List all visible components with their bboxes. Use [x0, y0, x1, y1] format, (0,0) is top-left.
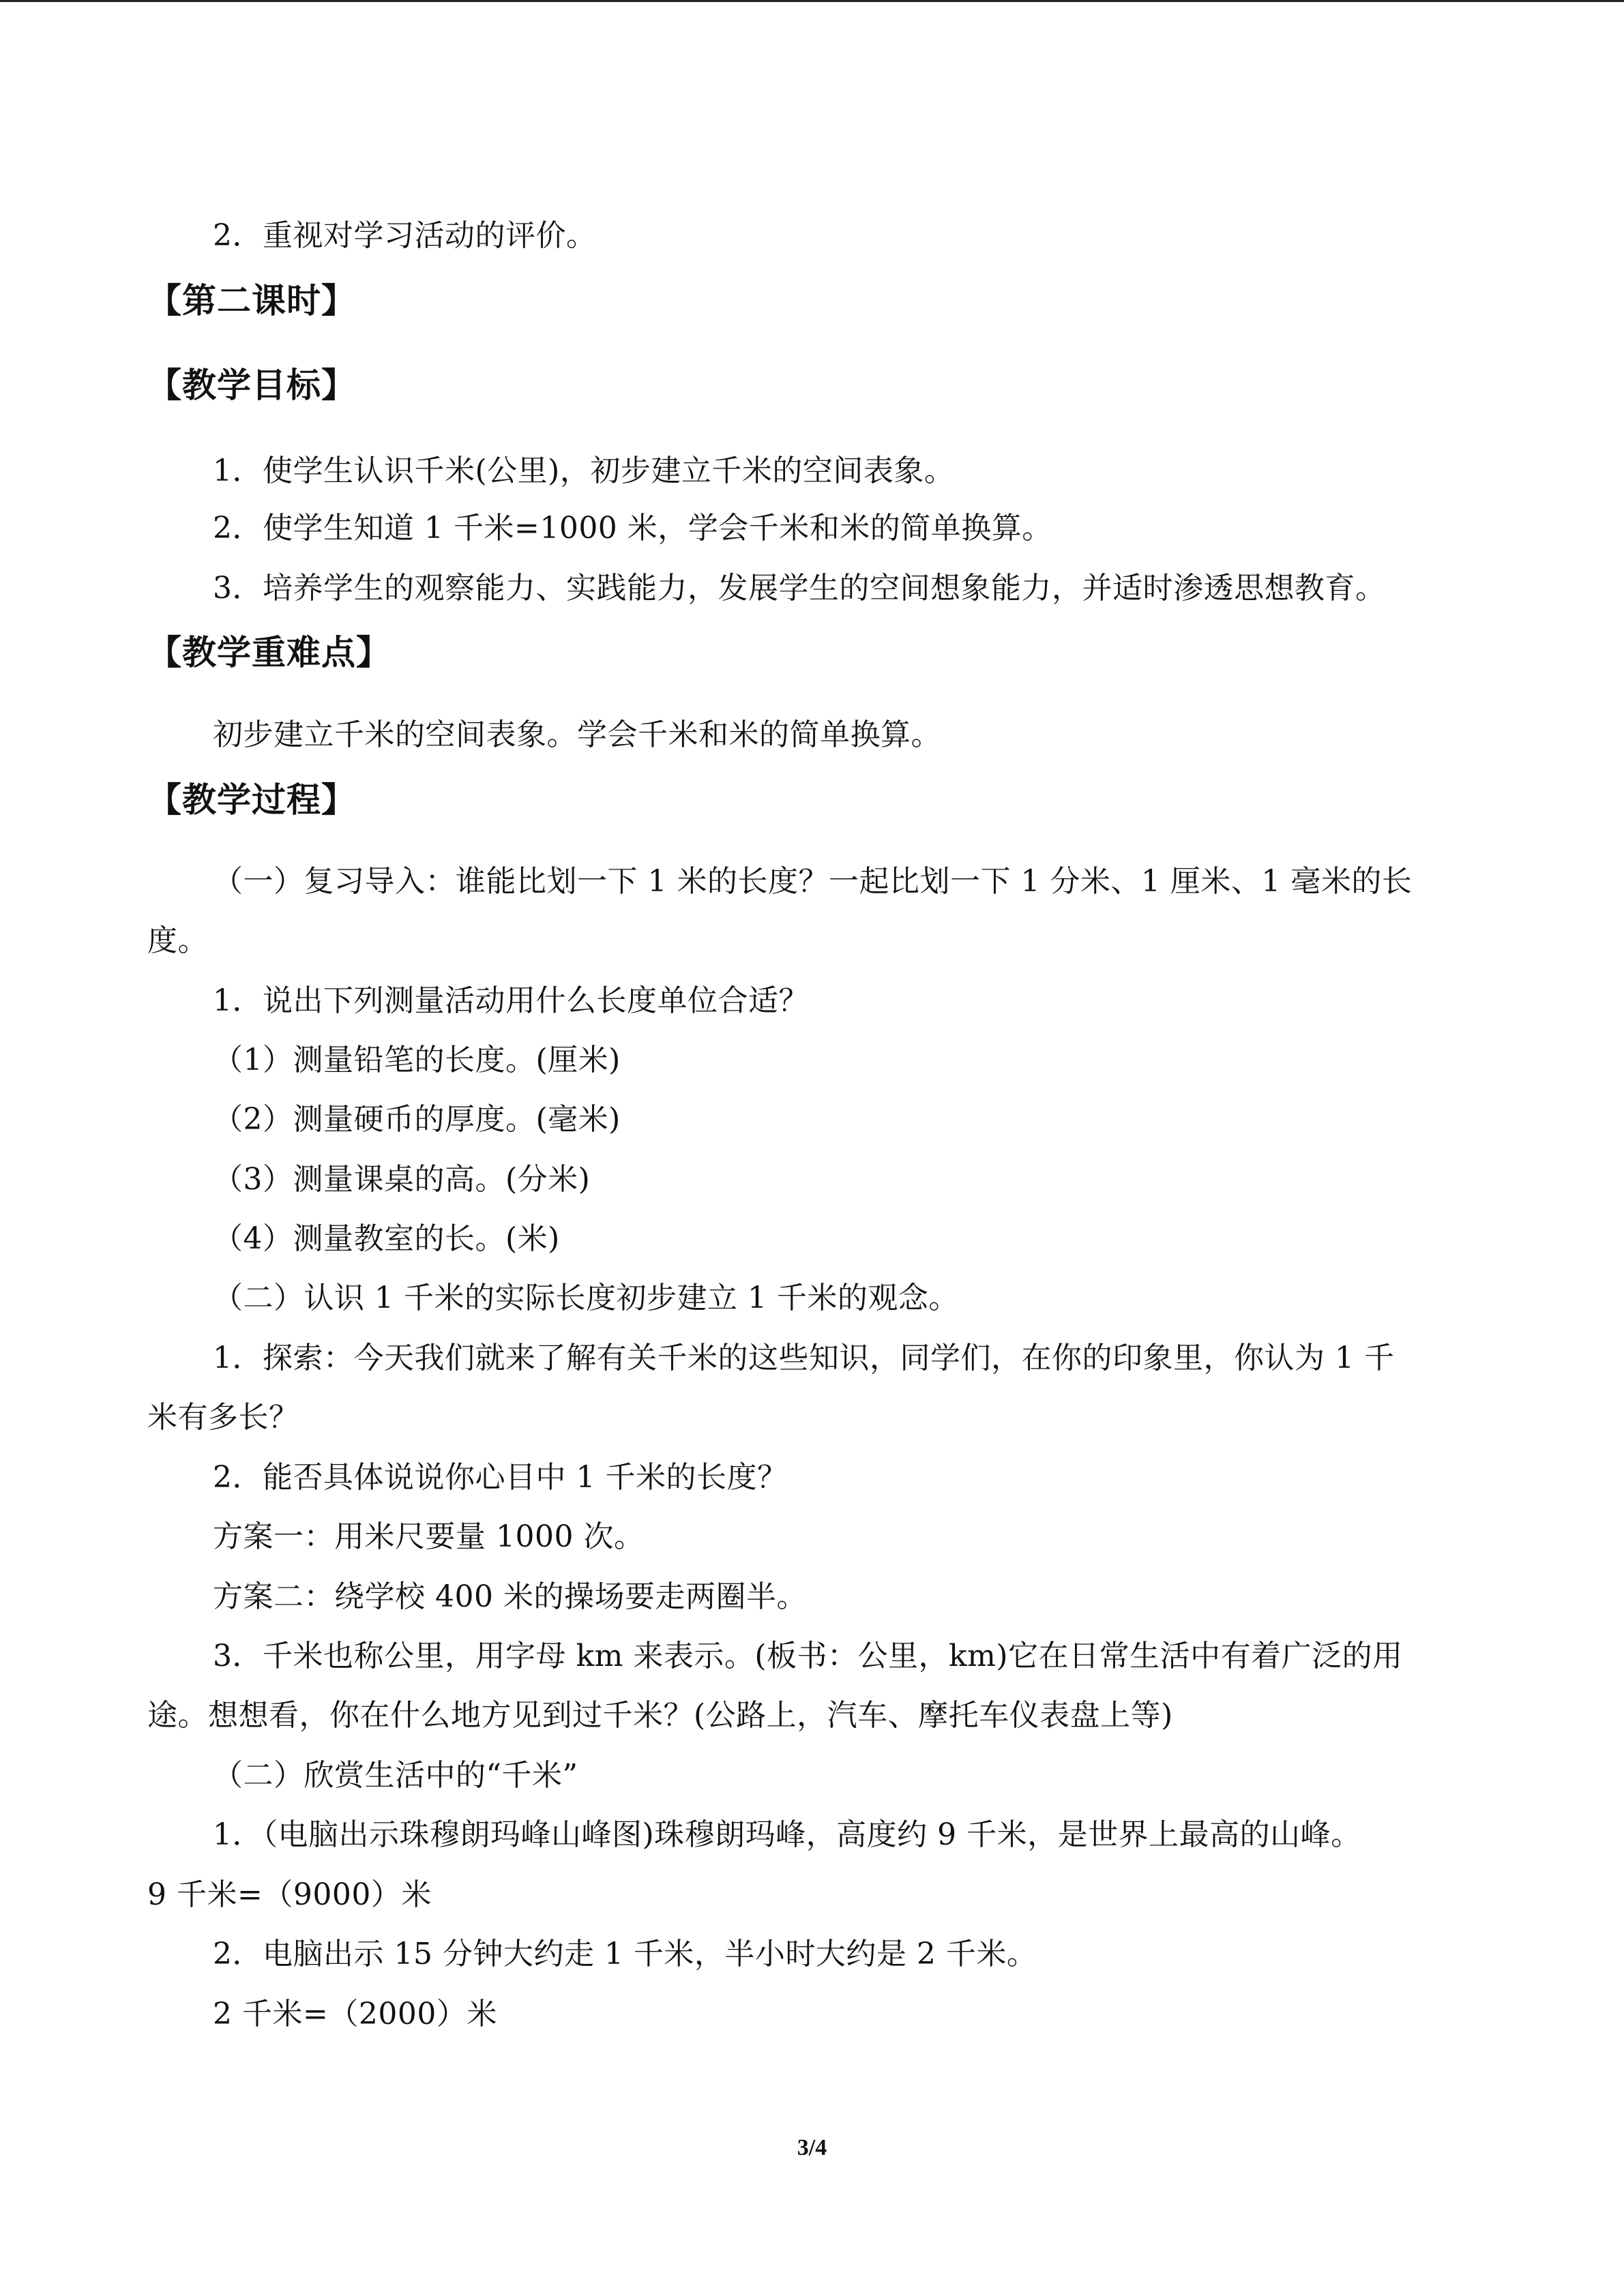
heading-teaching-goals: 【教学目标】 [147, 366, 356, 405]
key-points-text: 初步建立千米的空间表象。学会千米和米的简单换算。 [213, 717, 941, 752]
heading-teaching-process: 【教学过程】 [147, 780, 356, 820]
process-plan-2: 方案二：绕学校 400 米的操场要走两圈半。 [213, 1579, 807, 1614]
process-option-3: （3）测量课桌的高。(分米) [213, 1162, 591, 1197]
process-walking-conversion: 2 千米=（2000）米 [213, 1997, 497, 2031]
process-option-4: （4）测量教室的长。(米) [213, 1221, 560, 1256]
process-question-1: 1．说出下列测量活动用什么长度单位合适？ [213, 983, 809, 1018]
process-everest-conversion: 9 千米=（9000）米 [147, 1877, 432, 1912]
process-walking: 2．电脑出示 15 分钟大约走 1 千米，半小时大约是 2 千米。 [213, 1937, 1037, 1971]
process-plan-1: 方案一：用米尺要量 1000 次。 [213, 1519, 645, 1554]
goal-item-3: 3．培养学生的观察能力、实践能力，发展学生的空间想象能力，并适时渗透思想教育。 [213, 571, 1386, 606]
process-appreciate: （二）欣赏生活中的“千米” [213, 1758, 578, 1793]
heading-second-lesson: 【第二课时】 [147, 281, 356, 320]
heading-key-points: 【教学重难点】 [147, 633, 391, 672]
page-number: 3/4 [797, 2135, 827, 2160]
process-review-intro-cont: 度。 [147, 923, 208, 958]
paragraph-evaluation: 2．重视对学习活动的评价。 [213, 218, 597, 253]
process-describe: 2．能否具体说说你心目中 1 千米的长度？ [213, 1460, 788, 1495]
goal-item-1: 1．使学生认识千米(公里)，初步建立千米的空间表象。 [213, 453, 955, 488]
process-review-intro: （一）复习导入：谁能比划一下 1 米的长度？一起比划一下 1 分米、1 厘米、1 毫米的长 [213, 864, 1413, 899]
process-explore-cont: 米有多长？ [147, 1400, 299, 1435]
process-explore: 1．探索：今天我们就来了解有关千米的这些知识，同学们，在你的印象里，你认为 1 千 [213, 1341, 1395, 1375]
process-option-2: （2）测量硬币的厚度。(毫米) [213, 1102, 621, 1137]
goal-item-2: 2．使学生知道 1 千米=1000 米，学会千米和米的简单换算。 [213, 511, 1052, 546]
process-km-intro: 3．千米也称公里，用字母 km 来表示。(板书：公里，km)它在日常生活中有着广泛的用 [213, 1639, 1403, 1673]
process-section-2: （二）认识 1 千米的实际长度初步建立 1 千米的观念。 [213, 1281, 959, 1315]
process-option-1: （1）测量铅笔的长度。(厘米) [213, 1043, 621, 1077]
process-everest: 1．（电脑出示珠穆朗玛峰山峰图)珠穆朗玛峰，高度约 9 千米，是世界上最高的山峰。 [213, 1817, 1361, 1852]
process-km-intro-cont: 途。想想看，你在什么地方见到过千米？(公路上，汽车、摩托车仪表盘上等) [147, 1698, 1173, 1733]
